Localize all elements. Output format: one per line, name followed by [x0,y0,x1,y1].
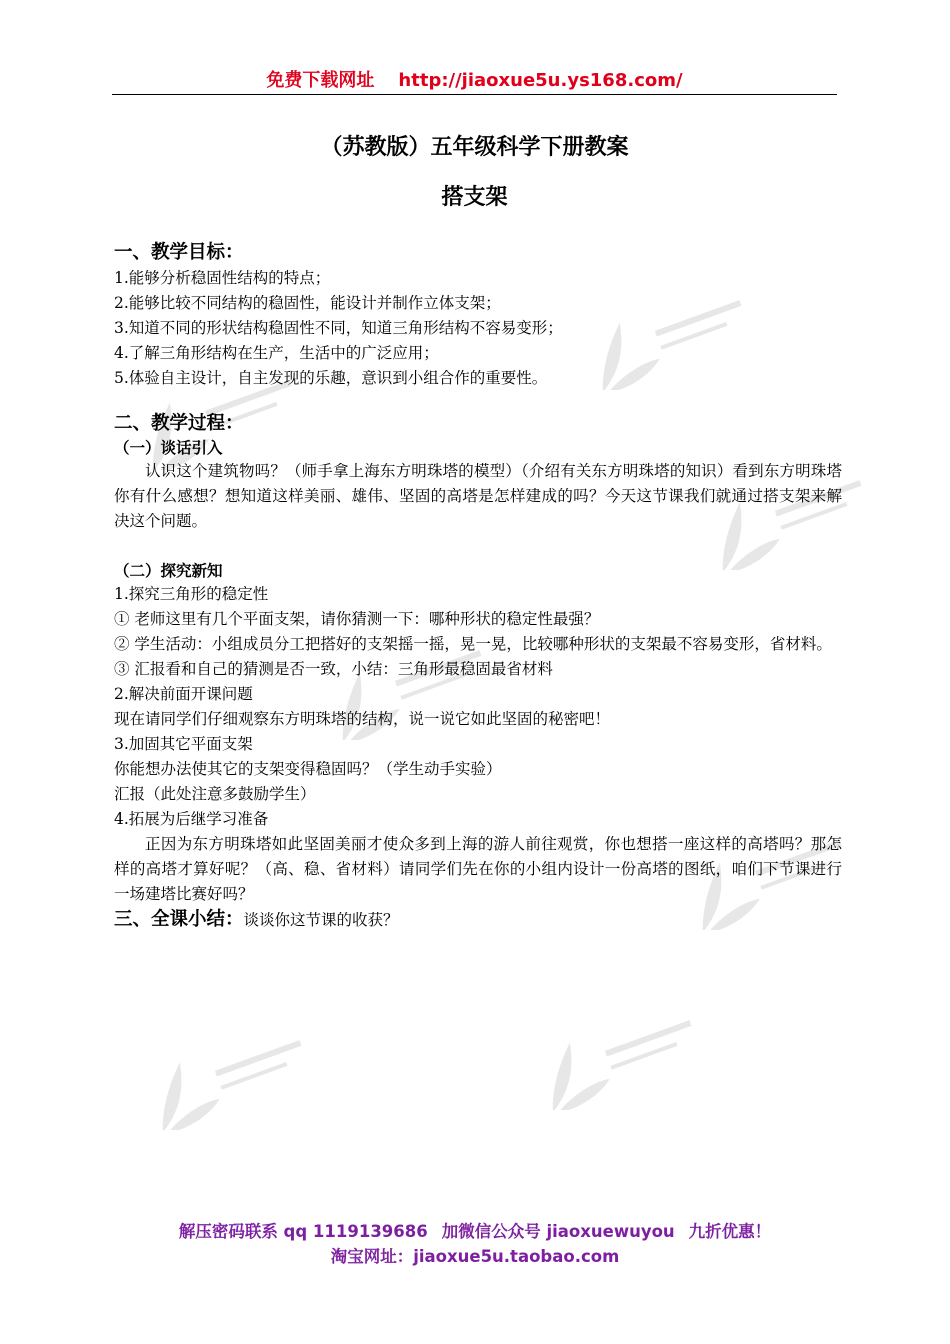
footer-shop-link[interactable]: 淘宝网址：jiaoxue5u.taobao.com [330,1247,620,1266]
explore-line: 现在请同学们仔细观察东方明珠塔的结构，说一说它如此坚固的秘密吧！ [114,710,611,728]
lesson-title: 搭支架 [441,185,508,210]
section-heading-process: 二、教学过程： [114,413,244,434]
explore-line: ③ 汇报看和自己的猜测是否一致，小结：三角形最稳固最省材料 [114,660,553,678]
explore-line: ① 老师这里有几个平面支架，请你猜测一下：哪种形状的稳定性最强？ [114,610,600,628]
explore-line: 1.探究三角形的稳定性 [114,585,269,603]
goal-item: 4.了解三角形结构在生产，生活中的广泛应用； [114,344,439,362]
explore-line: 4.拓展为后继学习准备 [114,810,269,828]
header-divider [112,94,837,95]
goal-item: 2.能够比较不同结构的稳固性，能设计并制作立体支架； [114,294,501,312]
explore-line: 3.加固其它平面支架 [114,735,253,753]
explore-line: ② 学生活动：小组成员分工把搭好的支架摇一摇，晃一晃，比较哪种形状的支架最不容易变形，省材料。 [114,635,832,653]
page-title: （苏教版）五年级科学下册教案 [320,135,629,160]
summary-text: 谈谈你这节课的收获？ [243,911,399,929]
section-summary [114,907,842,933]
goal-item: 1.能够分析稳固性结构的特点； [114,269,331,287]
watermark-logo-icon [510,1020,710,1110]
lesson-body [114,240,842,933]
explore-line: 2.解决前面开课问题 [114,685,253,703]
intro-paragraph: 认识这个建筑物吗？（师手拿上海东方明珠塔的模型）（介绍有关东方明珠塔的知识）看到东方明珠塔你有什么感想？想知道这样美丽、雄伟、坚固的高塔是怎样建成的吗？今天这节课我们就通过搭支架来解决这个问题。 [114,462,842,530]
footer-discount-text: 九折优惠！ [688,1222,772,1241]
section-heading-goals: 一、教学目标： [114,242,244,263]
watermark-logo-icon [120,1040,320,1130]
footer-contact [0,1218,950,1242]
subsection-heading-intro: （一）谈话引入 [114,439,223,457]
header-url-link[interactable]: http://jiaoxue5u.ys168.com/ [398,70,683,91]
explore-line: 你能想办法使其它的支架变得稳固吗？（学生动手实验） [114,760,502,778]
goal-item: 3.知道不同的形状结构稳固性不同，知道三角形结构不容易变形； [114,319,563,337]
subsection-heading-explore: （二）探究新知 [114,562,223,580]
header-label: 免费下载网址 [266,70,375,91]
section-heading-summary: 三、全课小结： [114,909,244,930]
extension-paragraph: 正因为东方明珠塔如此坚固美丽才使众多到上海的游人前往观赏，你也想搭一座这样的高塔吗？那怎样的高塔才算好呢？（高、稳、省材料）请同学们先在你的小组内设计一份高塔的图纸，咱们下节课进行一场建塔比赛好吗？ [114,835,842,903]
goal-item: 5.体验自主设计，自主发现的乐趣，意识到小组合作的重要性。 [114,369,548,387]
explore-line: 汇报（此处注意多鼓励学生） [114,785,316,803]
footer-qq-text: 解压密码联系 qq 1119139686 [178,1222,428,1241]
footer-wechat-text: 加微信公众号 jiaoxuewuyou [441,1222,675,1241]
download-header [112,66,837,94]
